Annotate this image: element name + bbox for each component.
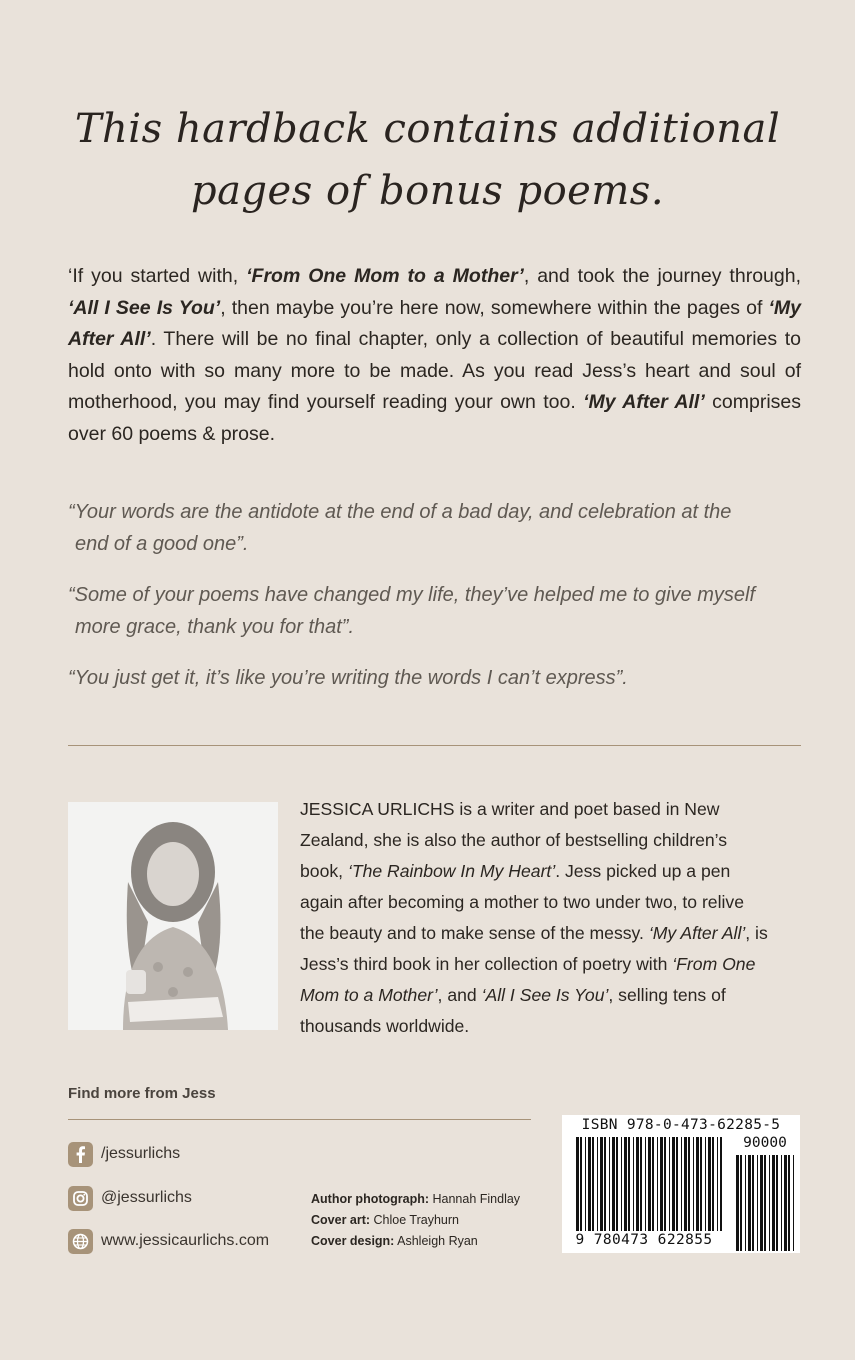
barcode-bar (681, 1137, 682, 1231)
barcode-bar (720, 1137, 722, 1231)
barcode-bar (764, 1155, 766, 1251)
testimonial-quote: “Some of your poems have changed my life, they’ve helped me to give myself more grace, thank you for that”. (68, 584, 756, 638)
barcode-bar (781, 1155, 782, 1251)
barcode-bar (757, 1155, 758, 1251)
barcode-bar (609, 1137, 610, 1231)
barcode-bar (592, 1137, 594, 1231)
barcode-bar (636, 1137, 639, 1231)
book-blurb (68, 261, 801, 451)
barcode-bar (717, 1137, 718, 1231)
ean-digits: 9 780473 622855 (575, 1232, 713, 1248)
barcode-bar (664, 1137, 666, 1231)
barcode-bar (776, 1155, 778, 1251)
barcode-bar (760, 1155, 763, 1251)
barcode-bar (657, 1137, 658, 1231)
instagram-link[interactable] (68, 1185, 192, 1211)
credit-cover-art: Cover art: Chloe Trayhurn (311, 1213, 459, 1227)
website-url: www.jessicaurlichs.com (101, 1232, 270, 1249)
barcode-bar (693, 1137, 694, 1231)
facebook-link[interactable] (68, 1141, 180, 1167)
tagline-line-1: This hardback contains additional (74, 106, 781, 152)
find-more-label: Find more from Jess (68, 1085, 216, 1102)
barcode-bar (784, 1155, 787, 1251)
barcode-bar (633, 1137, 634, 1231)
author-photo (68, 802, 278, 1030)
blurb-title: ‘My After All’ (68, 296, 801, 351)
barcode-bar (696, 1137, 699, 1231)
barcode-bar (736, 1155, 739, 1251)
barcode-bar (684, 1137, 687, 1231)
blurb-title: ‘From One Mom to a Mother’ (246, 265, 524, 287)
testimonial-quote: “Your words are the antidote at the end of a bad day, and celebration at the end of a good one”. (68, 501, 732, 555)
section-divider (68, 745, 801, 746)
blurb-text: , and took the journey through, (523, 265, 801, 287)
isbn-addon-code: 90000 (743, 1135, 787, 1151)
testimonials (68, 496, 808, 713)
barcode-bar (612, 1137, 615, 1231)
barcode-bar (672, 1137, 675, 1231)
find-divider (68, 1119, 531, 1120)
isbn-barcode (562, 1115, 800, 1253)
tagline (0, 98, 855, 222)
barcode-bar (676, 1137, 678, 1231)
credits (311, 1189, 520, 1252)
barcode-bar (793, 1155, 794, 1251)
globe-icon (68, 1229, 93, 1254)
barcode-bar (769, 1155, 770, 1251)
barcode-bar (748, 1155, 751, 1251)
barcode-bar (652, 1137, 654, 1231)
blurb-text: , then maybe you’re here now, somewhere within the pages of (220, 296, 769, 319)
facebook-icon (68, 1142, 93, 1167)
barcode-bar (705, 1137, 706, 1231)
website-link[interactable] (68, 1228, 269, 1254)
author-bio: JESSICA URLICHS is a writer and poet based in New Zealand, she is also the author of bestselling children’s book, ‘The Rainbow In My Heart’. Jess picked up a pen again after becoming a mother to two under two, to relive the beauty and to make sense of the messy. ‘My After All’, is Jess’s third book in her collection of poetry with ‘From One Mom to a Mother’, and ‘All I See Is You’, selling tens of thousands worldwide. (300, 799, 768, 1036)
instagram-handle: @jessurlichs (101, 1189, 192, 1206)
blurb-title: ‘My After All’ (583, 391, 705, 414)
blurb-text: comprises over 60 poems & prose. (68, 391, 802, 445)
blurb-text: . There will be no final chapter, only a collection of beautiful memories to hold onto with so many more to be made. As you read Jess’s heart and soul of motherhood, you may find yourself reading your own too. (68, 328, 801, 414)
barcode-bar (688, 1137, 690, 1231)
barcode-bar (669, 1137, 670, 1231)
barcode-bar (640, 1137, 642, 1231)
barcode-bar (645, 1137, 646, 1231)
blurb-text: ‘If you started with, (68, 265, 247, 287)
barcode-bar (624, 1137, 627, 1231)
tagline-line-2: pages of bonus poems. (190, 168, 665, 214)
blurb-title: ‘All I See Is You’ (68, 296, 221, 319)
barcode-bar (740, 1155, 742, 1251)
isbn-number: ISBN 978-0-473-62285-5 (581, 1117, 781, 1133)
barcode-bar (585, 1137, 586, 1231)
testimonial-quote: “You just get it, it’s like you’re writing the words I can’t express”. (68, 667, 628, 689)
barcode-bar (580, 1137, 582, 1231)
credit-cover-design: Cover design: Ashleigh Ryan (311, 1234, 478, 1248)
facebook-handle: /jessurlichs (101, 1145, 181, 1162)
barcode-bar (648, 1137, 651, 1231)
barcode-bar (597, 1137, 598, 1231)
credit-photograph: Author photograph: Hannah Findlay (311, 1192, 521, 1206)
barcode-bar (588, 1137, 591, 1231)
barcode-bar (708, 1137, 711, 1231)
barcode-bar (576, 1137, 579, 1231)
barcode-bar (788, 1155, 790, 1251)
barcode-bar (772, 1155, 775, 1251)
barcode-bar (604, 1137, 606, 1231)
barcode-bar (745, 1155, 746, 1251)
instagram-icon (68, 1186, 93, 1211)
barcode-bar (660, 1137, 663, 1231)
barcode-bar (712, 1137, 714, 1231)
barcode-bar (628, 1137, 630, 1231)
barcode-bar (600, 1137, 603, 1231)
barcode-bar (621, 1137, 622, 1231)
barcode-bar (616, 1137, 618, 1231)
barcode-bar (700, 1137, 702, 1231)
barcode-bar (752, 1155, 754, 1251)
